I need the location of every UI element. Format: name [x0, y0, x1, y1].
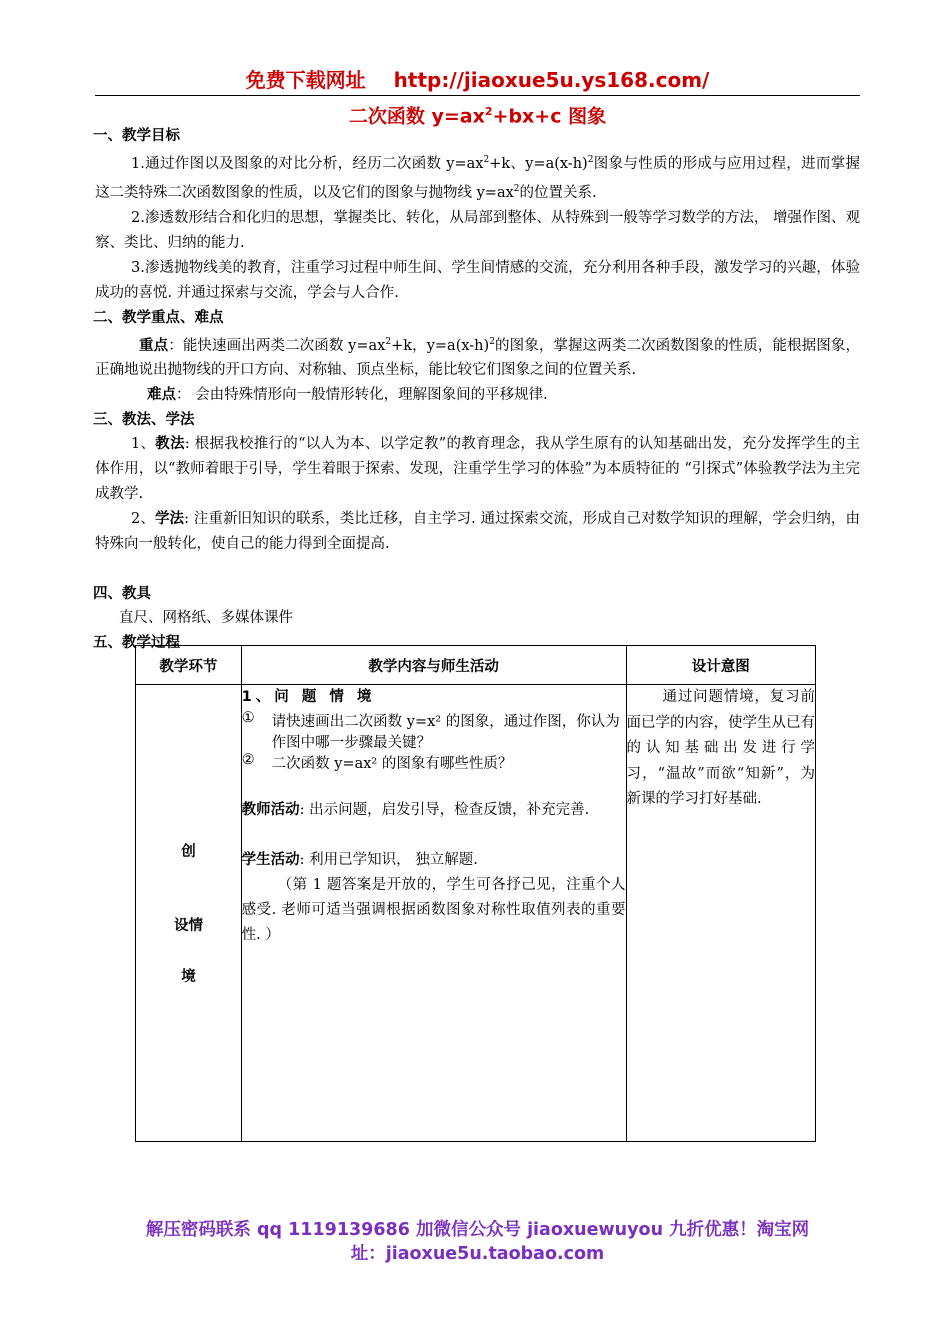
- teaching-method-paragraph: 1、教法: 根据我校推行的“以人为本、以学定教”的教育理念，我从学生原有的认知基础出发，充分发挥学生的主体作用，以“教师着眼于引导，学生着眼于探索、发现，注重学生学习的体验”为本质特征的 “引探式”体验教学法为主完成教学.: [95, 436, 860, 503]
- header-url-link[interactable]: http://jiaoxue5u.ys168.com/: [393, 68, 710, 92]
- header-divider: [95, 95, 860, 96]
- goal-paragraph-2: 2.渗透数形结合和化归的思想，掌握类比、转化，从局部到整体、从特殊到一般等学习数学的方法， 增强作图、观察、类比、归纳的能力.: [95, 209, 860, 251]
- section-heading-methods: 三、教法、学法: [93, 412, 195, 429]
- table-header-row: [136, 646, 816, 685]
- teacher-activity: 教师活动: 出示问题，启发引导，检查反馈，补充完善.: [241, 802, 590, 818]
- title-prefix: 二次函数 y=ax: [348, 105, 485, 128]
- stage-cell: [136, 685, 242, 1142]
- footer-line-1: 解压密码联系 qq 1119139686 加微信公众号 jiaoxuewuyou 九折优惠！淘宝网: [145, 1220, 810, 1240]
- table-header-stage: 教学环节: [136, 646, 242, 685]
- stage-label-1: 创: [181, 844, 196, 860]
- section-heading-goals: 一、教学目标: [93, 128, 180, 144]
- header-label: 免费下载网址: [245, 68, 366, 92]
- section-heading-tools: 四、教具: [93, 586, 151, 603]
- tools-list: 直尺、网格纸、多媒体课件: [119, 610, 293, 627]
- learning-method-paragraph: 2、学法: 注重新旧知识的联系，类比迁移，自主学习. 通过探索交流，形成自己对数学知识的理解，学会归纳，由特殊向一般转化，使自己的能力得到全面提高.: [95, 511, 860, 553]
- table-header-content: 教学内容与师生活动: [241, 646, 626, 685]
- title-exponent: 2: [484, 105, 493, 118]
- content-cell: [241, 685, 626, 1142]
- intent-text: 通过问题情境，复习前面已学的内容，使学生从已有的认知基础出发进行学习，“温故”而欲“知新”，为新课的学习打好基础.: [626, 689, 815, 807]
- table-header-intent: 设计意图: [626, 646, 816, 685]
- page-header: [95, 66, 860, 94]
- goal-paragraph-1: 1.通过作图以及图象的对比分析，经历二次函数 $y=ax^2+k$、$y=a(x-h)^2$图象与性质的形成与应用过程，进而掌握这二类特殊二次函数图象的性质，以及它们的图象与抛物线 $y=ax^2$的位置关系.: [95, 155, 861, 201]
- title-suffix: +bx+c 图象: [492, 105, 607, 128]
- stage-label-2: 设情: [174, 918, 203, 934]
- student-activity: 学生活动: 利用已学知识， 独立解题.: [241, 852, 478, 868]
- footer-line-2: 址：jiaoxue5u.taobao.com: [350, 1244, 605, 1264]
- page-footer: [95, 1218, 860, 1266]
- question-2: ② 二次函数 y=ax² 的图象有哪些性质？: [241, 752, 513, 772]
- difficulty-paragraph: 难点： 会由特殊情形向一般情形转化，理解图象间的平移规律.: [147, 387, 548, 404]
- section-heading-process: 五、教学过程: [93, 635, 180, 652]
- stage-label-3: 境: [181, 969, 196, 985]
- intent-cell: [626, 685, 816, 1142]
- question-1: ① 请快速画出二次函数 y=x² 的图象，通过作图，你认为作图中哪一步骤最关键？: [241, 710, 620, 751]
- section-heading-key-points: 二、教学重点、难点: [93, 309, 224, 326]
- goal-paragraph-3: 3.渗透抛物线美的教育，注重学习过程中师生间、学生间情感的交流，充分利用各种手段，激发学习的兴趣，体验成功的喜悦. 并通过探索与交流，学会与人合作.: [95, 259, 860, 301]
- table-row: [136, 685, 816, 1142]
- teaching-process-table: [135, 645, 816, 1142]
- key-point-paragraph: 重点：能快速画出两类二次函数 $y=ax^2+k$，$y=a(x-h)^2$的图象，掌握这两类二次函数图象的性质，能根据图象， 正确地说出抛物线的开口方向、对称轴、顶点坐标，能比较它们图象之间的位置关系.: [95, 336, 861, 379]
- document-body: [95, 124, 860, 655]
- step-title: 1、问 题 情 境: [241, 689, 376, 705]
- activity-note: （第 1 题答案是开放的，学生可各抒己见，注重个人感受. 老师可适当强调根据函数图象对称性取值列表的重要性. ）: [241, 877, 626, 943]
